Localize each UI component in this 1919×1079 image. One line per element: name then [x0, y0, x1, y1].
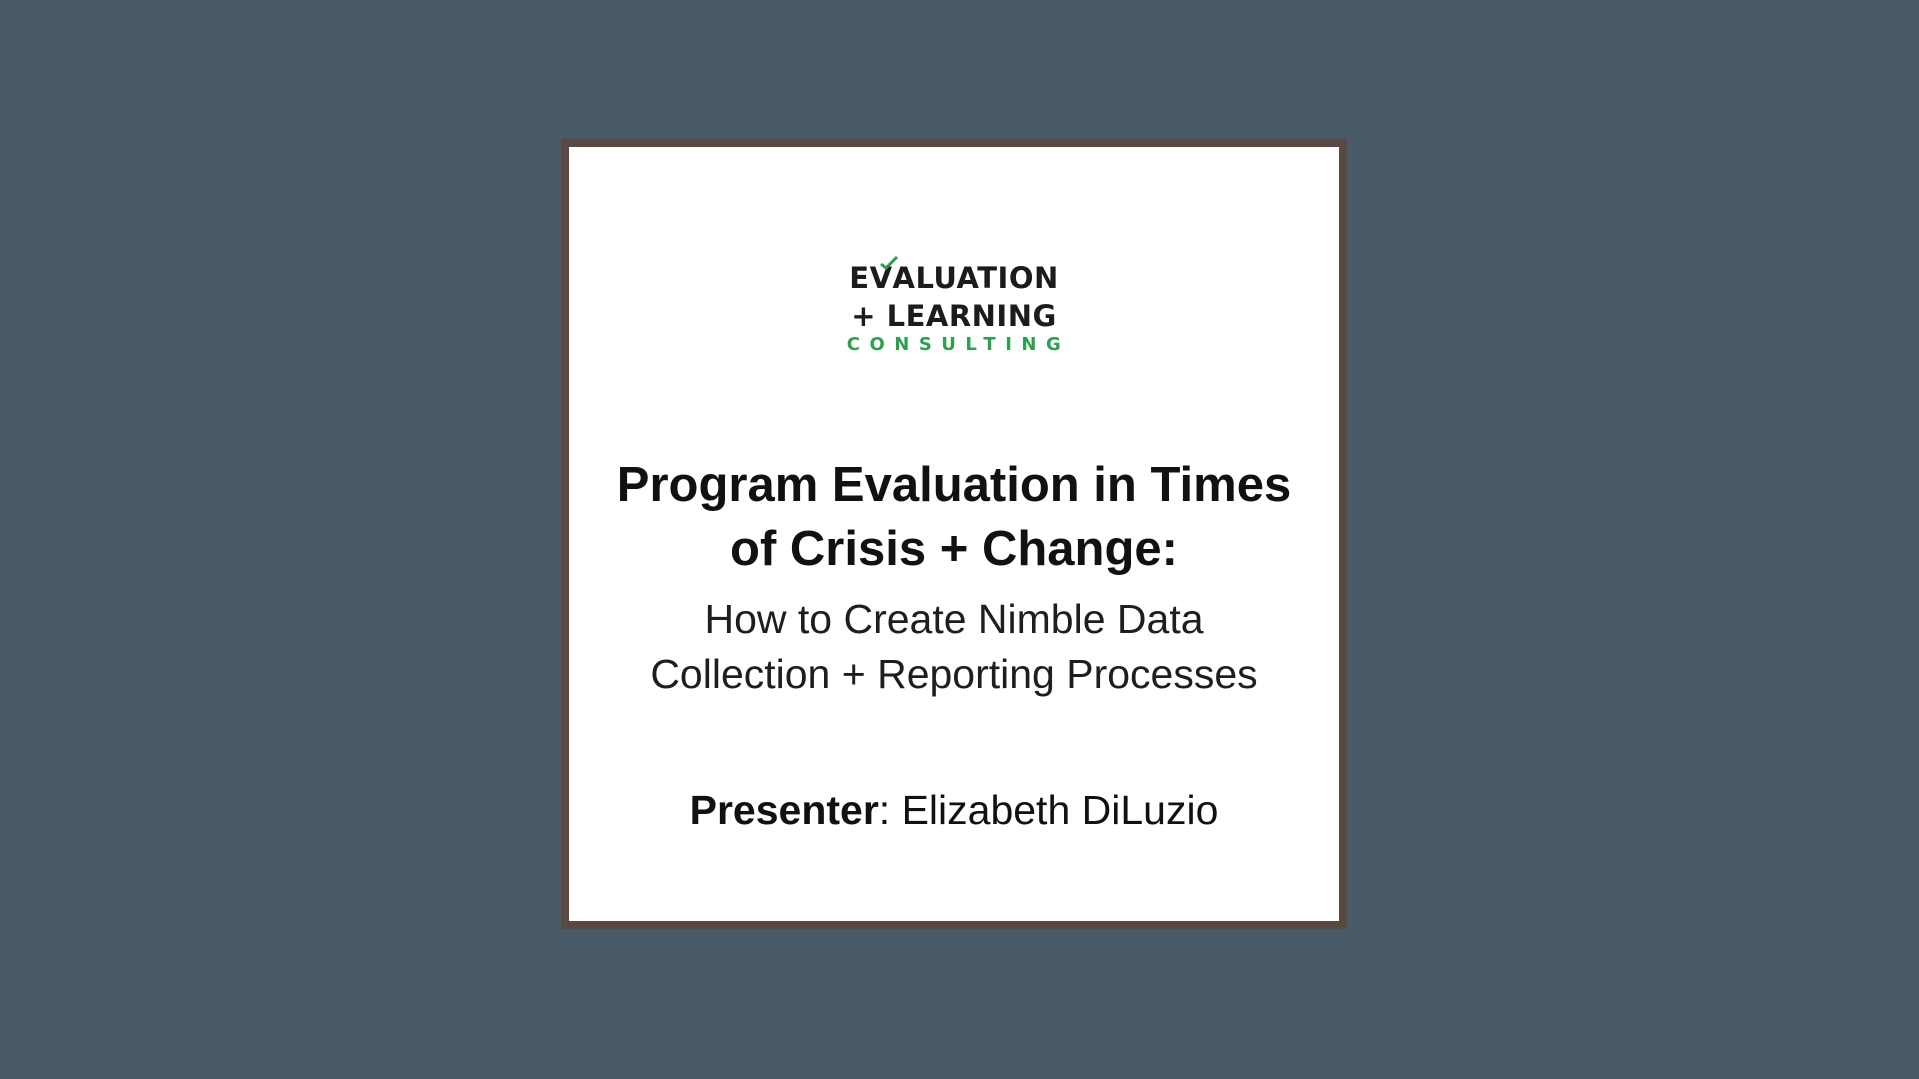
presenter-name: Elizabeth DiLuzio — [901, 787, 1219, 833]
slide-subtitle-line-1: How to Create Nimble Data — [704, 596, 1204, 642]
logo-line-evaluation: EV ALUATION — [569, 264, 1339, 293]
slide-title — [569, 453, 1339, 581]
logo-line-learning: + LEARNING — [851, 299, 1057, 333]
checkmark-icon — [879, 256, 899, 270]
presenter-separator: : — [878, 787, 902, 833]
title-slide — [561, 139, 1347, 929]
slide-title-line-1: Program Evaluation in Times — [616, 458, 1292, 512]
presenter-label: Presenter — [689, 787, 879, 833]
presenter-credit — [569, 787, 1339, 834]
slide-subtitle — [569, 592, 1339, 702]
logo-line-consulting: CONSULTING — [846, 334, 1071, 355]
slide-subtitle-line-2: Collection + Reporting Processes — [650, 651, 1258, 697]
company-logo — [569, 261, 1339, 355]
slide-title-line-2: of Crisis + Change: — [730, 522, 1178, 576]
logo-check-v: V — [870, 264, 893, 293]
